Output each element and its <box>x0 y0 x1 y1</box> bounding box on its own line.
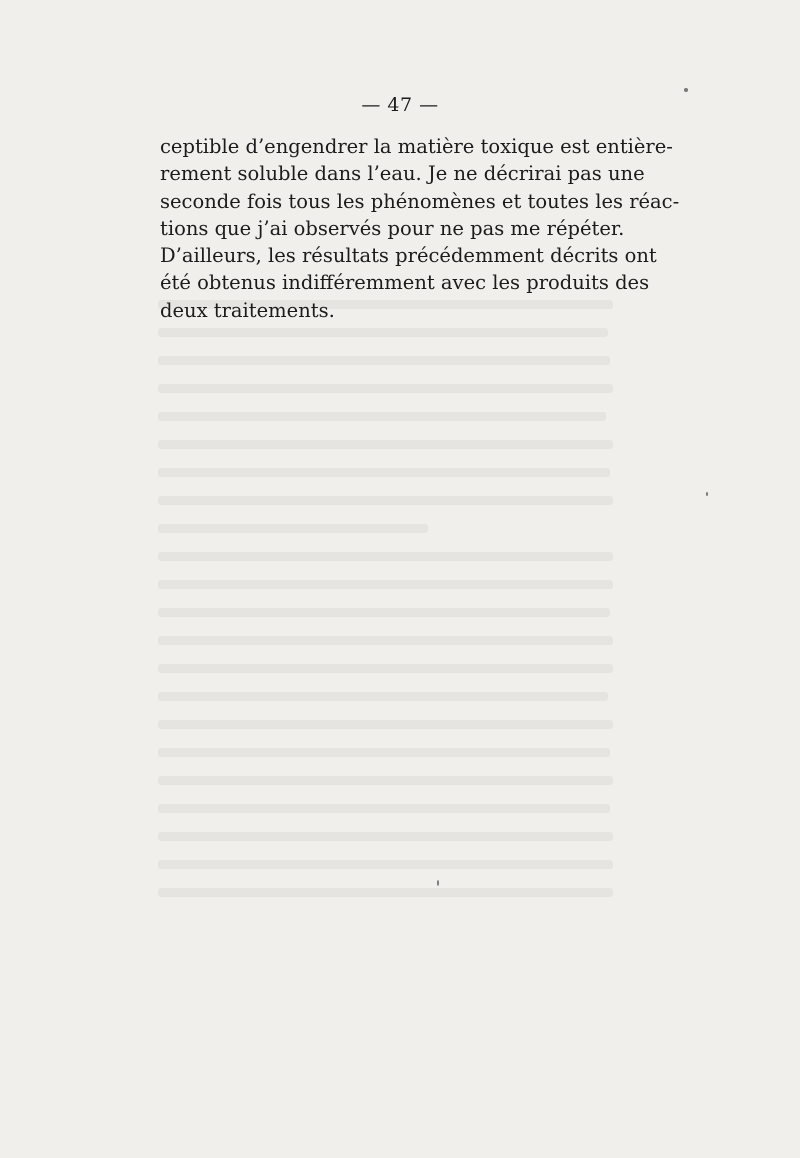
paper-speck <box>684 88 688 92</box>
text-line: seconde fois tous les phénomènes et toutes les réac- <box>160 189 680 213</box>
paper-speck <box>437 880 439 886</box>
reverse-page-bleed-through <box>158 300 618 920</box>
page-number: — 47 — <box>361 94 439 116</box>
text-line: D’ailleurs, les résultats précédemment décrits ont <box>160 244 657 268</box>
paper-speck <box>706 492 708 496</box>
body-paragraph <box>160 133 680 324</box>
text-line: rement soluble dans l’eau. Je ne décrirai pas une <box>160 162 645 186</box>
text-line: été obtenus indifféremment avec les produits des <box>160 271 650 295</box>
text-line: deux traitements. <box>160 298 335 322</box>
text-line: tions que j’ai observés pour ne pas me répéter. <box>160 216 625 240</box>
text-line: ceptible d’engendrer la matière toxique est entière- <box>160 135 673 158</box>
